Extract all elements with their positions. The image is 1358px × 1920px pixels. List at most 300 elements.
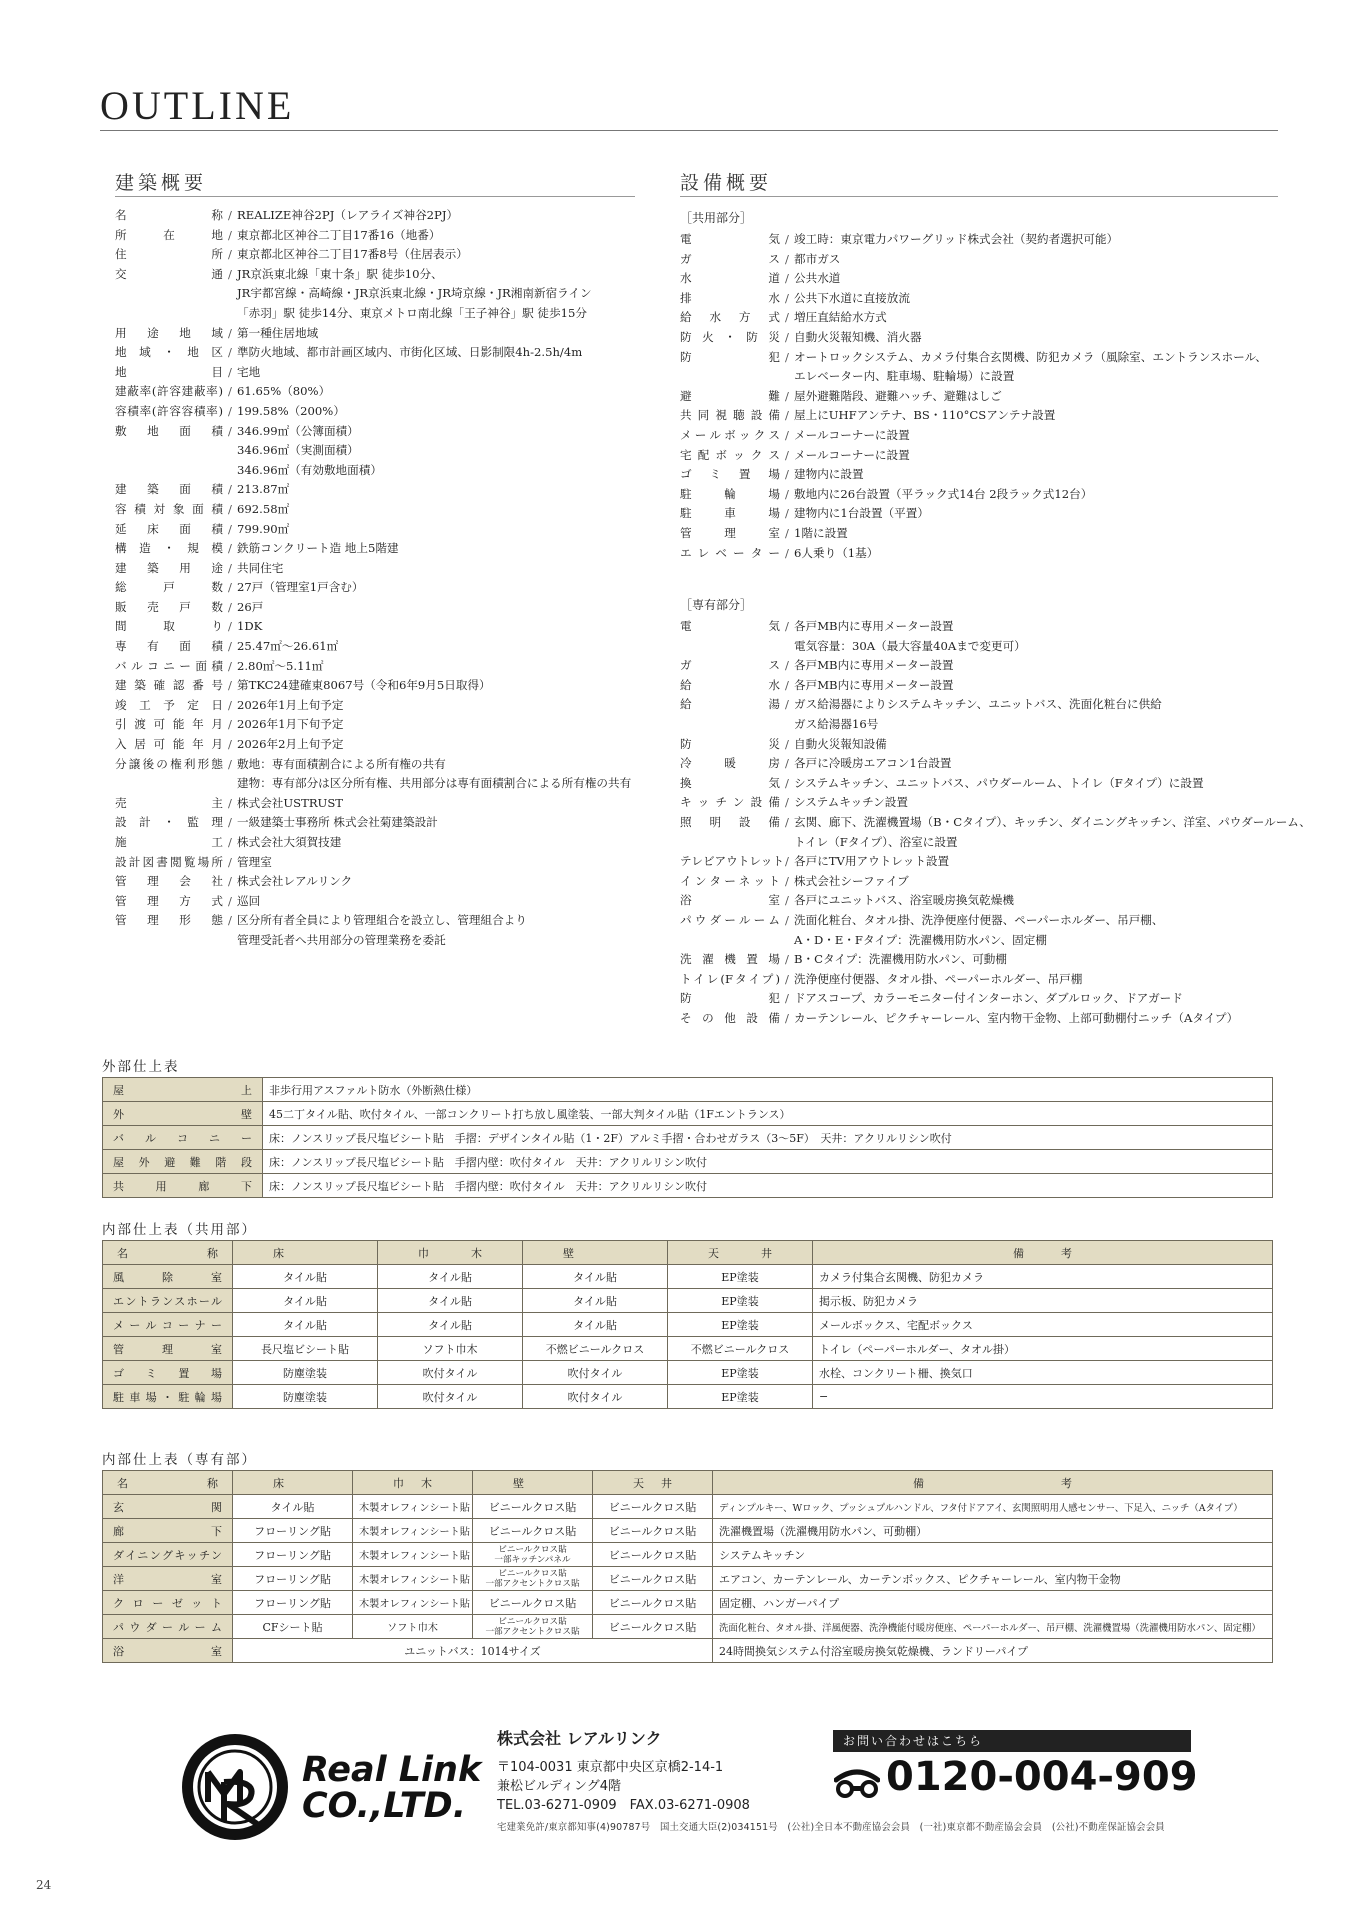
spec-separator: / xyxy=(785,232,789,246)
spec-value: 屋外避難階段、避難ハッチ、避難はしご xyxy=(794,388,1002,403)
spec-label: ガス xyxy=(680,658,780,673)
spec-label: その他設備 xyxy=(680,1010,780,1025)
spec-value: 株式会社USTRUST xyxy=(237,795,343,810)
spec-separator: / xyxy=(785,736,789,751)
spec-separator: / xyxy=(228,580,232,595)
spec-label: 地域・地区 xyxy=(115,345,223,360)
spec-label: 電気 xyxy=(680,619,780,634)
spec-separator: / xyxy=(785,427,789,442)
table-cell: ビニールクロス貼 一部アクセントクロス貼 xyxy=(473,1615,593,1639)
contact-label: お問い合わせはこちら xyxy=(833,1730,1191,1752)
address-line-2: 兼松ビルディング4階 xyxy=(497,1779,621,1794)
column-header: 床 xyxy=(233,1471,353,1495)
spec-label: 建蔽率(許容建蔽率) xyxy=(115,384,223,399)
spec-label: 竣工予定日 xyxy=(115,697,223,712)
spec-value: 洗浄便座付便器、タオル掛、ペーパーホルダー、吊戸棚 xyxy=(794,971,1083,986)
table-row xyxy=(103,1150,1273,1174)
table-cell: 吹付タイル xyxy=(378,1385,523,1409)
spec-separator: / xyxy=(228,678,232,693)
spec-value: 公共下水道に直接放流 xyxy=(794,290,910,305)
spec-value: メールコーナーに設置 xyxy=(794,447,910,462)
spec-separator: / xyxy=(228,697,232,712)
row-value: 床：ノンスリップ長尺塩ビシート貼 手摺内壁：吹付タイル 天井：アクリルリシン吹付 xyxy=(263,1174,1273,1198)
table-cell: トイレ（ペーパーホルダー、タオル掛） xyxy=(813,1337,1273,1361)
spec-separator: / xyxy=(228,717,232,732)
spec-row xyxy=(680,269,1311,289)
spec-label: ゴミ置場 xyxy=(680,467,780,482)
spec-separator: / xyxy=(785,349,789,364)
spec-separator: / xyxy=(228,893,232,908)
spec-value: 799.90㎡ xyxy=(237,521,290,536)
spec-value: B・Cタイプ：洗濯機用防水パン、可動棚 xyxy=(794,952,1007,967)
spec-row xyxy=(115,500,631,520)
spec-label: 延床面積 xyxy=(115,521,223,536)
spec-label: 分譲後の権利形態 xyxy=(115,756,223,771)
row-value: 非歩行用アスファルト防水（外断熱仕様） xyxy=(263,1078,1273,1102)
spec-value: 敷地内に26台設置（平ラック式14台 2段ラック式12台） xyxy=(794,486,1093,501)
spec-separator: / xyxy=(785,525,789,540)
common-section-label: ［共用部分］ xyxy=(680,211,753,225)
spec-row xyxy=(115,245,631,265)
spec-value: 増圧直結給水方式 xyxy=(794,310,887,325)
spec-value: 各戸MB内に専用メーター設置 xyxy=(794,619,954,634)
table-row xyxy=(103,1265,1273,1289)
spec-separator: / xyxy=(228,227,232,242)
table-cell: 吹付タイル xyxy=(523,1385,668,1409)
spec-value: 鉄筋コンクリート造 地上5階建 xyxy=(237,541,399,556)
spec-separator: / xyxy=(785,795,789,810)
logo-wordmark xyxy=(302,1752,481,1824)
table-cell: 長尺塩ビシート貼 xyxy=(233,1337,378,1361)
spec-label: 管理会社 xyxy=(115,874,223,889)
spec-row xyxy=(115,872,631,892)
spec-row xyxy=(680,367,1311,387)
spec-value: JR京浜東北線「東十条」駅 徒歩10分、 xyxy=(237,266,443,281)
spec-separator: / xyxy=(785,854,789,869)
table-header-row xyxy=(103,1471,1273,1495)
section-gap xyxy=(680,563,1311,595)
table-cell: 木製オレフィンシート貼 xyxy=(353,1567,473,1591)
license-info: 宅建業免許/東京都知事(4)90787号 国土交通大臣(2)034151号 (公社)全日本不動産協会会員 (一社)東京都不動産協会会員 (公社)不動産保証協会会員 xyxy=(497,1822,1165,1833)
spec-row xyxy=(680,833,1311,853)
spec-row xyxy=(115,402,631,422)
equipment-heading: 設備概要 xyxy=(680,172,773,194)
spec-row xyxy=(115,559,631,579)
spec-row xyxy=(115,304,631,324)
table-cell: フローリング貼 xyxy=(233,1567,353,1591)
spec-label: キッチン設備 xyxy=(680,795,780,810)
spec-value: 管理受託者へ共用部分の管理業務を委託 xyxy=(237,932,446,947)
table-cell: タイル貼 xyxy=(233,1265,378,1289)
spec-label: 給湯 xyxy=(680,697,780,712)
table-cell: ビニールクロス貼 xyxy=(593,1519,713,1543)
spec-value: 電気容量：30A（最大容量40Aまで変更可） xyxy=(794,638,1026,653)
spec-separator: / xyxy=(228,835,232,849)
row-value: 45二丁タイル貼、吹付タイル、一部コンクリート打ち放し風塗装、一部大判タイル貼（1Fエントランス） xyxy=(263,1102,1273,1126)
spec-separator: / xyxy=(785,952,789,967)
spec-separator: / xyxy=(785,329,789,344)
spec-separator: / xyxy=(785,913,789,927)
spec-label: テレビアウトレット xyxy=(680,854,784,869)
spec-value: 竣工時：東京電力パワーグリッド株式会社（契約者選択可能） xyxy=(794,232,1119,246)
table-cell: フローリング貼 xyxy=(233,1519,353,1543)
row-label: 浴室 xyxy=(103,1639,233,1663)
spec-row xyxy=(115,539,631,559)
spec-value: 株式会社シーファイブ xyxy=(794,873,909,888)
spec-value: 共同住宅 xyxy=(237,560,284,575)
spec-separator: / xyxy=(785,545,789,560)
spec-label: メールボックス xyxy=(680,427,780,442)
spec-row xyxy=(680,872,1311,892)
spec-separator: / xyxy=(228,639,232,654)
spec-value: 第一種住居地域 xyxy=(237,325,319,340)
logo-text-line-1: Real Link xyxy=(302,1750,482,1790)
table-cell: タイル貼 xyxy=(378,1289,523,1313)
spec-row xyxy=(680,544,1311,564)
table-cell: ビニールクロス貼 一部キッチンパネル xyxy=(473,1543,593,1567)
equipment-spec-list xyxy=(680,208,1311,1029)
table-cell: ソフト巾木 xyxy=(378,1337,523,1361)
spec-row xyxy=(680,387,1311,407)
table-cell: 24時間換気システム付浴室暖房換気乾燥機、ランドリーパイプ xyxy=(713,1639,1273,1663)
table-row xyxy=(103,1591,1273,1615)
table-cell: フローリング貼 xyxy=(233,1591,353,1615)
column-header: 壁 xyxy=(473,1471,593,1495)
spec-row xyxy=(680,446,1311,466)
table-cell: 木製オレフィンシート貼 xyxy=(353,1543,473,1567)
spec-label: 名称 xyxy=(115,208,223,222)
spec-label: 宅配ボックス xyxy=(680,447,780,462)
spec-value: 玄関、廊下、洗濯機置場（B・Cタイプ）、キッチン、ダイニングキッチン、洋室、パウダールーム、 xyxy=(794,815,1311,830)
spec-separator: / xyxy=(785,619,789,634)
spec-value: 洗面化粧台、タオル掛、洗浄便座付便器、ペーパーホルダー、吊戸棚、 xyxy=(794,913,1164,927)
spec-label: 施工 xyxy=(115,835,223,849)
table-cell: タイル貼 xyxy=(523,1289,668,1313)
spec-separator: / xyxy=(228,345,232,360)
spec-label: 売主 xyxy=(115,795,223,810)
spec-label: 設計図書閲覧場所 xyxy=(115,854,223,869)
spec-separator: / xyxy=(785,486,789,501)
title-divider xyxy=(100,130,1278,131)
row-label: 風除室 xyxy=(103,1265,233,1289)
spec-label: 用途地域 xyxy=(115,325,223,340)
address-line-1: 〒104-0031 東京都中央区京橋2-14-1 xyxy=(497,1760,724,1775)
spec-separator: / xyxy=(785,991,789,1006)
spec-value: 各戸MB内に専用メーター設置 xyxy=(794,658,954,673)
table-cell: 防塵塗装 xyxy=(233,1361,378,1385)
spec-row xyxy=(115,676,631,696)
spec-label: インターネット xyxy=(680,873,780,888)
spec-value: 宅地 xyxy=(237,364,261,379)
spec-row xyxy=(680,348,1311,368)
spec-label: 交通 xyxy=(115,266,223,281)
spec-value: 26戸 xyxy=(237,599,264,614)
spec-row xyxy=(680,735,1311,755)
table-cell: ビニールクロス貼 xyxy=(473,1591,593,1615)
spec-row xyxy=(115,715,631,735)
spec-row xyxy=(680,695,1311,715)
spec-separator: / xyxy=(785,1010,789,1025)
spec-separator: / xyxy=(785,873,789,888)
table-cell: フローリング貼 xyxy=(233,1543,353,1567)
spec-value: 2026年1月下旬予定 xyxy=(237,717,344,732)
interior-private-table xyxy=(102,1470,1273,1663)
table-cell: 掲示板、防犯カメラ xyxy=(813,1289,1273,1313)
interior-private-title: 内部仕上表（専有部） xyxy=(102,1452,257,1468)
row-label: 屋上 xyxy=(103,1078,263,1102)
spec-value: 199.58%（200%） xyxy=(237,403,345,418)
spec-label: 入居可能年月 xyxy=(115,737,223,752)
row-label: ゴミ置場 xyxy=(103,1361,233,1385)
table-cell: ビニールクロス貼 xyxy=(593,1495,713,1519)
spec-value: 各戸MB内に専用メーター設置 xyxy=(794,677,954,692)
spec-row xyxy=(680,754,1311,774)
spec-separator: / xyxy=(228,208,232,222)
spec-row xyxy=(680,485,1311,505)
spec-row xyxy=(680,852,1311,872)
spec-separator: / xyxy=(228,854,232,869)
spec-label: 容積対象面積 xyxy=(115,501,223,516)
phone-number[interactable]: 0120-004-909 xyxy=(886,1754,1198,1800)
spec-label: 建築用途 xyxy=(115,560,223,575)
table-cell: 木製オレフィンシート貼 xyxy=(353,1495,473,1519)
table-cell: 不燃ビニールクロス xyxy=(523,1337,668,1361)
spec-separator: / xyxy=(228,501,232,516)
table-row xyxy=(103,1313,1273,1337)
interior-common-title: 内部仕上表（共用部） xyxy=(102,1222,257,1238)
spec-value: 第TKC24建確東8067号（令和6年9月5日取得） xyxy=(237,678,491,693)
spec-label: 電気 xyxy=(680,232,780,246)
spec-label: エレベーター xyxy=(680,545,780,560)
table-cell: タイル貼 xyxy=(378,1265,523,1289)
row-label: クローゼット xyxy=(103,1591,233,1615)
table-cell: タイル貼 xyxy=(523,1313,668,1337)
spec-value: 6人乗り（1基） xyxy=(794,545,879,560)
spec-row xyxy=(680,308,1311,328)
spec-row xyxy=(680,989,1311,1009)
spec-label: 照明設備 xyxy=(680,815,780,830)
spec-value: REALIZE神谷2PJ（レアライズ神谷2PJ） xyxy=(237,208,459,222)
spec-row xyxy=(680,774,1311,794)
spec-separator: / xyxy=(785,290,789,305)
row-value: 床：ノンスリップ長尺塩ビシート貼 手摺：デザインタイル貼（1・2F）アルミ手摺・合わせガラス（3〜5F） 天井：アクリルリシン吹付 xyxy=(263,1126,1273,1150)
spec-row xyxy=(680,950,1311,970)
spec-value: 公共水道 xyxy=(794,271,841,286)
spec-row xyxy=(680,931,1311,951)
spec-label: 住所 xyxy=(115,247,223,262)
table-row-bath xyxy=(103,1639,1273,1663)
table-cell: タイル貼 xyxy=(523,1265,668,1289)
table-cell: エアコン、カーテンレール、カーテンボックス、ピクチャーレール、室内物干金物 xyxy=(713,1567,1273,1591)
spec-row xyxy=(115,363,631,383)
spec-value: 25.47㎡〜26.61㎡ xyxy=(237,639,339,654)
spec-row xyxy=(115,206,631,226)
spec-row xyxy=(115,578,631,598)
row-label: 洋室 xyxy=(103,1567,233,1591)
spec-separator: / xyxy=(785,971,789,986)
spec-row xyxy=(680,656,1311,676)
spec-row xyxy=(115,226,631,246)
row-label: 駐車場・駐輪場 xyxy=(103,1385,233,1409)
spec-label: 構造・規模 xyxy=(115,541,223,556)
spec-value: オートロックシステム、カメラ付集合玄関機、防犯カメラ（風除室、エントランスホール、 xyxy=(794,349,1267,364)
spec-row xyxy=(115,774,631,794)
table-cell: タイル貼 xyxy=(233,1313,378,1337)
table-cell: タイル貼 xyxy=(378,1313,523,1337)
column-header: 床 xyxy=(233,1241,378,1265)
spec-row xyxy=(115,284,631,304)
spec-label: 防犯 xyxy=(680,991,780,1006)
spec-row xyxy=(680,504,1311,524)
spec-row xyxy=(680,715,1311,735)
spec-row xyxy=(680,230,1311,250)
table-cell: 洗濯機置場（洗濯機用防水パン、可動棚） xyxy=(713,1519,1273,1543)
spec-separator: / xyxy=(228,364,232,379)
spec-separator: / xyxy=(785,815,789,830)
spec-value: ドアスコープ、カラーモニター付インターホン、ダブルロック、ドアガード xyxy=(794,991,1183,1006)
spec-value: 2026年1月上旬予定 xyxy=(237,697,344,712)
spec-row xyxy=(115,480,631,500)
spec-separator: / xyxy=(785,506,789,521)
spec-row xyxy=(680,676,1311,696)
building-spec-list xyxy=(115,206,631,951)
spec-row xyxy=(115,520,631,540)
spec-separator: / xyxy=(228,619,232,634)
spec-value: ガス給湯器16号 xyxy=(794,717,879,732)
spec-row xyxy=(680,793,1311,813)
spec-value: 管理室 xyxy=(237,854,272,869)
spec-value: カーテンレール、ピクチャーレール、室内物干金物、上部可動棚付ニッチ（Aタイプ） xyxy=(794,1010,1239,1025)
spec-value: 準防火地域、都市計画区域内、市街化区域、日影制限4h-2.5h/4m xyxy=(237,345,583,360)
spec-row xyxy=(115,735,631,755)
table-row xyxy=(103,1543,1273,1567)
table-cell: タイル貼 xyxy=(233,1495,353,1519)
spec-value: 各戸に冷暖房エアコン1台設置 xyxy=(794,756,952,771)
table-cell: EP塗装 xyxy=(668,1313,813,1337)
building-heading: 建築概要 xyxy=(115,172,208,194)
spec-row xyxy=(680,1009,1311,1029)
spec-row xyxy=(115,794,631,814)
spec-label: 容積率(許容容積率) xyxy=(115,403,223,418)
spec-label: 販売戸数 xyxy=(115,599,223,614)
spec-label: 給水方式 xyxy=(680,310,780,325)
spec-row xyxy=(680,406,1311,426)
company-name: 株式会社 レアルリンク xyxy=(497,1729,662,1748)
spec-separator: / xyxy=(228,541,232,556)
row-label: 玄関 xyxy=(103,1495,233,1519)
column-header: 天井 xyxy=(668,1241,813,1265)
spec-value: 自動火災報知機、消火器 xyxy=(794,329,922,344)
column-header: 天井 xyxy=(593,1471,713,1495)
spec-row xyxy=(680,465,1311,485)
spec-value: 1DK xyxy=(237,619,263,634)
row-label: ダイニングキッチン xyxy=(103,1543,233,1567)
spec-label: 防火・防災 xyxy=(680,329,780,344)
spec-label: 駐車場 xyxy=(680,506,780,521)
spec-separator: / xyxy=(785,408,789,423)
table-cell: EP塗装 xyxy=(668,1289,813,1313)
table-cell: 洗面化粧台、タオル掛、洋風便器、洗浄機能付暖房便座、ペーパーホルダー、吊戸棚、洗濯機置場（洗濯機用防水パン、固定棚） xyxy=(713,1615,1273,1639)
column-header: 備考 xyxy=(813,1241,1273,1265)
spec-value: 1階に設置 xyxy=(794,525,848,540)
spec-label: 所在地 xyxy=(115,227,223,242)
spec-label: パウダールーム xyxy=(680,913,780,927)
table-cell: EP塗装 xyxy=(668,1361,813,1385)
spec-row xyxy=(680,250,1311,270)
spec-row xyxy=(115,696,631,716)
table-cell: メールボックス、宅配ボックス xyxy=(813,1313,1273,1337)
table-row xyxy=(103,1495,1273,1519)
spec-value: トイレ（Fタイプ）、浴室に設置 xyxy=(794,834,958,849)
table-cell: 木製オレフィンシート貼 xyxy=(353,1519,473,1543)
table-row xyxy=(103,1289,1273,1313)
page-title: OUTLINE xyxy=(100,83,295,128)
spec-value: 346.96㎡（実測面積） xyxy=(237,443,359,458)
spec-value: 「赤羽」駅 徒歩14分、東京メトロ南北線「王子神谷」駅 徒歩15分 xyxy=(237,305,587,320)
spec-separator: / xyxy=(785,697,789,712)
table-header-row xyxy=(103,1241,1273,1265)
spec-row xyxy=(115,324,631,344)
spec-separator: / xyxy=(228,756,232,771)
spec-separator: / xyxy=(785,893,789,908)
logo-text-line-2: CO.,LTD. xyxy=(302,1786,466,1826)
table-cell: 固定棚、ハンガーパイプ xyxy=(713,1591,1273,1615)
table-row xyxy=(103,1385,1273,1409)
table-cell: ビニールクロス貼 xyxy=(593,1567,713,1591)
spec-row xyxy=(115,598,631,618)
spec-label: ガス xyxy=(680,251,780,266)
spec-separator: / xyxy=(228,247,232,262)
spec-label: トイレ(Fタイプ) xyxy=(680,971,780,986)
table-cell: ソフト巾木 xyxy=(353,1615,473,1639)
page-number: 24 xyxy=(36,1878,52,1892)
column-header: 名称 xyxy=(103,1241,233,1265)
spec-row xyxy=(115,422,631,442)
spec-label: 地目 xyxy=(115,364,223,379)
spec-label: 建築面積 xyxy=(115,482,223,497)
spec-separator: / xyxy=(785,677,789,692)
spec-separator: / xyxy=(228,482,232,497)
spec-separator: / xyxy=(785,271,789,286)
spec-separator: / xyxy=(785,310,789,325)
table-cell: 吹付タイル xyxy=(523,1361,668,1385)
spec-separator: / xyxy=(228,815,232,830)
spec-label: 駐輪場 xyxy=(680,486,780,501)
table-cell: ディンプルキー、Wロック、プッシュプルハンドル、フタ付ドアアイ、玄関照明用人感センサー、下足入、ニッチ（Aタイプ） xyxy=(713,1495,1273,1519)
spec-label: 水道 xyxy=(680,271,780,286)
spec-row xyxy=(115,931,631,951)
table-cell: ビニールクロス貼 xyxy=(473,1495,593,1519)
row-value: 床：ノンスリップ長尺塩ビシート貼 手摺内壁：吹付タイル 天井：アクリルリシン吹付 xyxy=(263,1150,1273,1174)
spec-value: 建物内に設置 xyxy=(794,467,864,482)
table-cell: 水栓、コンクリート柵、換気口 xyxy=(813,1361,1273,1385)
column-header: 備考 xyxy=(713,1471,1273,1495)
spec-label: 換気 xyxy=(680,775,780,790)
spec-row xyxy=(680,524,1311,544)
spec-separator: / xyxy=(228,874,232,889)
spec-value: 区分所有者全員により管理組合を設立し、管理組合より xyxy=(237,913,527,928)
spec-label: 冷暖房 xyxy=(680,756,780,771)
spec-value: 各戸にユニットバス、浴室暖房換気乾燥機 xyxy=(794,893,1014,908)
spec-value: 692.58㎡ xyxy=(237,501,290,516)
spec-value: 346.96㎡（有効敷地面積） xyxy=(237,462,382,477)
spec-value: 2.80㎡〜5.11㎡ xyxy=(237,658,324,673)
spec-value: システムキッチン、ユニットバス、パウダールーム、トイレ（Fタイプ）に設置 xyxy=(794,775,1204,790)
spec-label: 防災 xyxy=(680,736,780,751)
spec-value: 2026年2月上旬予定 xyxy=(237,737,344,752)
spec-row xyxy=(115,853,631,873)
table-cell: − xyxy=(813,1385,1273,1409)
